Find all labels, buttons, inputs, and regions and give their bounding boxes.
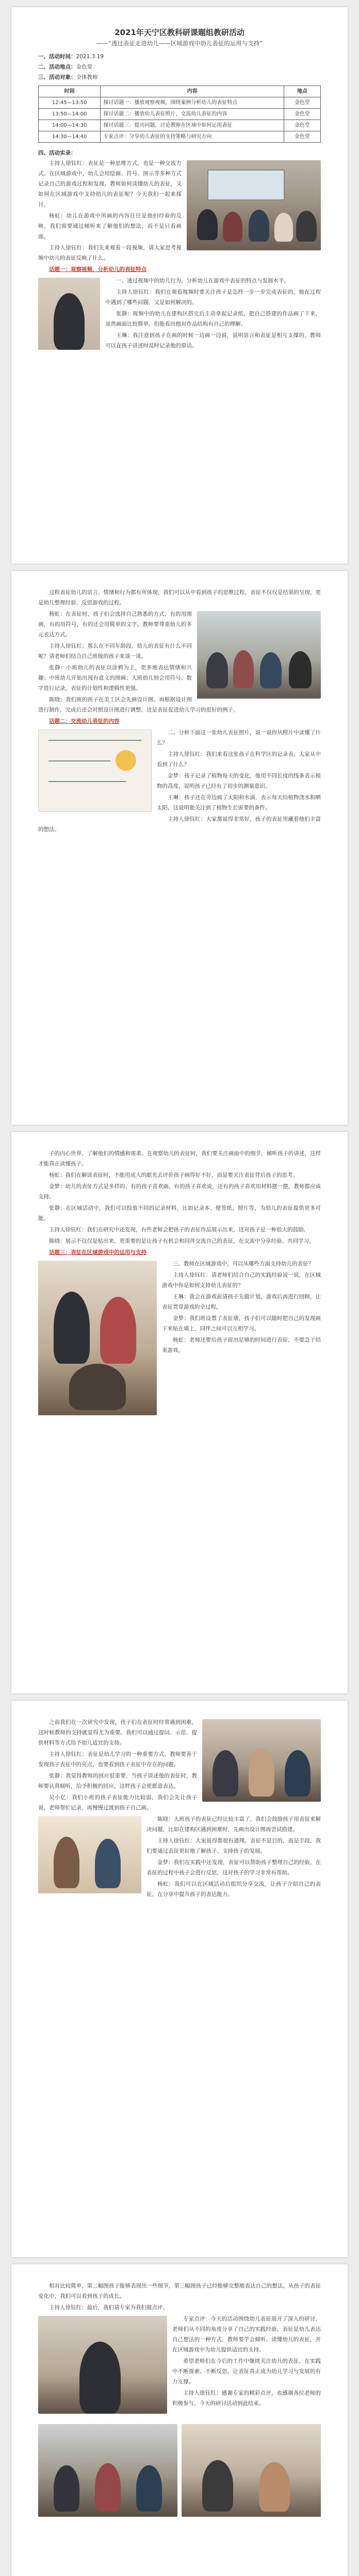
paragraph: 主持人徐钰红：大家说得都很有道理。表征不是目的，而是手段，我们要通过表征更好地了解孩子、支持孩子的发展。 [146, 1838, 321, 1854]
paragraph: 主持人徐钰红：大家都说得非常好，孩子的表征里藏着他们丰富的想法。 [38, 816, 321, 833]
document-title: 2021年天宁区教科研课题组教研活动 [115, 28, 244, 37]
paragraph: 一、透过视频中的幼儿行为，分析幼儿在游戏中表征的特点与发展水平。 [116, 278, 289, 284]
table-row [39, 131, 321, 143]
paragraph: 金梦：孩子记录了植物每天的变化，他用不同长度的线条表示植物的高度，说明孩子已经有了初步的测量意识。 [157, 773, 321, 789]
topic-heading-2: 话题二：交流幼儿表征的内容 [49, 718, 120, 724]
paragraph: 主持人徐钰红：最后，我们请专家为我们做点评。 [49, 2304, 168, 2311]
table-cell: 探讨话题三：提出问题，讨论教师在区域中如何运用表征 [101, 120, 284, 131]
process-label: 四、活动实录： [38, 150, 76, 156]
paragraph: 张静：小班幼儿的表征以涂鸦为主，更多地表达情绪和兴趣；中班幼儿开始出现有意义的图画；大班幼儿则会用符号、数字进行记录，表征的计划性和逻辑性更强。 [38, 665, 192, 691]
paragraph: 主持人徐钰红：我们在研究中还发现，有些老师会把孩子的表征作品展示出来，这对孩子是一种很大的鼓励。 [49, 1227, 309, 1233]
document-page-3 [11, 1132, 348, 1693]
expert-photo [38, 2316, 167, 2414]
closing-photo-row [38, 2424, 321, 2517]
activity-people: 三、活动对象：全体教师 [38, 74, 98, 80]
paragraph: 主持人徐钰红：我们在观看视频时要关注孩子是怎样一步一步完成表征的，他在过程中遇到了哪些问题，又是如何解决的。 [105, 289, 321, 306]
activity-time: 一、活动时间：2021.3.19 [38, 54, 104, 60]
paragraph: 主持人徐钰红：请老师们结合自己的实践经验说一说，在区域游戏中你是如何支持幼儿表征的？ [162, 1272, 321, 1289]
table-row [39, 120, 321, 131]
paragraph: 王琳：孩子还在旁边画了太阳和水滴，表示每天给植物浇水和晒太阳，这说明他关注到了植物生长需要的条件。 [157, 794, 321, 811]
paragraph: 张静：在区域活动中，我们可以投放不同的记录材料，比如记录本、便签纸、照片等，为幼儿的表征提供更多可能。 [38, 1205, 321, 1222]
paragraph: 金梦：我们班设置了表征墙，孩子们可以随时把自己的发现画下来贴在墙上，同伴之间可以互相学习。 [162, 1315, 321, 1332]
paragraph: 张静：我觉得教师的回应很重要，当孩子讲述他的表征时，教师要认真倾听，给予积极的回应，这样孩子会更愿意表达。 [38, 1773, 197, 1789]
paragraph: 陈晓：展示不仅仅是贴出来，更重要的是让孩子有机会和同伴交流自己的表征，在交流中分享经验、共同学习。 [49, 1238, 315, 1244]
closing-photo-right [182, 2424, 321, 2517]
paragraph: 杨虹：我们在解读表征时，不能用成人的眼光去评价孩子画得好不好，而是要关注表征背后孩子的思考。 [49, 1172, 298, 1178]
table-cell: 探讨话题一：播放观察视频，围绕案例分析幼儿的表征特点 [101, 97, 284, 109]
paragraph: 专家点评：今天的活动围绕幼儿表征展开了深入的研讨，老师们从不同的角度分享了自己的实践经验。表征是幼儿表达自己想法的一种方式，教师要学会倾听、读懂幼儿的表征，并在区域游戏中为幼儿提供适宜的支持。 [172, 2316, 321, 2353]
table-cell: 探讨话题二：播放幼儿表征照片，交流幼儿表征的内容 [101, 109, 284, 120]
paragraph: 陈晓：我们班的孩子在美工区会先画设计图，再根据设计图进行制作，完成后还会对照设计图进行调整，这是表征促进幼儿学习的很好的例子。 [38, 697, 239, 713]
agenda-table [38, 86, 321, 143]
table-cell: 14:30—14:40 [39, 131, 101, 143]
paragraph: 过程表征幼儿的语言、情绪和行为都有所体现，我们可以从中看到孩子的思维过程。表征不仅仅是结果的呈现，更是幼儿整理经验、反思游戏的过程。 [38, 589, 321, 606]
paragraph: 杨虹：老师还要给孩子留出足够的时间进行表征，不要急于结束游戏。 [162, 1337, 321, 1353]
paragraph: 王琳：我会在游戏前请孩子先做计划，游戏后再进行回顾，让表征贯穿游戏的全过程。 [162, 1294, 321, 1310]
document-page-1 [11, 7, 348, 564]
paragraph: 三、教师在区域游戏中，可以从哪些方面支持幼儿的表征？ [173, 1261, 314, 1267]
group-photo [197, 611, 321, 699]
paragraph: 主持人徐钰红：表征是一种思维方式，也是一种交流方式。在区域游戏中，幼儿会用绘画、符号、图示等多种方式记录自己的游戏过程和发现。教师如何读懂幼儿的表征，又如何在区域游戏中支持幼儿的表征呢？今天我们一起来探讨。 [38, 160, 182, 208]
paragraph: 之前我们在一次研究中发现，孩子们在表征时经常遇到困难，这时候教师的支持就显得尤为重要。我们可以通过提问、示范、提供材料等方式给予幼儿适宜的支持。 [38, 1719, 197, 1746]
table-cell: 金色堂 [284, 97, 320, 109]
agenda-header: 地点 [284, 86, 320, 97]
topic-heading-1: 话题一：观察视频，分析幼儿的表征特点 [49, 266, 146, 273]
paragraph: 主持人徐钰红：表征是幼儿学习的一种重要方式，教师要善于发现孩子表征中的亮点，也要看到孩子表征中存在的问题。 [38, 1751, 197, 1768]
meeting-photo [187, 160, 321, 250]
paragraph: 杨虹：幼儿在游戏中所画的内容往往是他们经验的反映，我们需要通过倾听来了解他们的想法，而不是只看画面。 [38, 213, 182, 240]
session-photo [202, 1719, 321, 1802]
table-cell: 金色堂 [284, 109, 320, 120]
teacher-photo [38, 278, 100, 350]
table-cell: 金色堂 [284, 131, 320, 143]
paragraph: 主持人徐钰红：我们来看这张孩子在科学区的记录表，大家从中看到了什么？ [157, 751, 321, 768]
representation-sheet-photo [38, 730, 152, 812]
agenda-header-row [39, 86, 321, 97]
paragraph: 子的内心世界，了解他们的情感和需求。在观察幼儿的表征时，我们要关注画面中的细节，倾听孩子的讲述，这样才能真正读懂孩子。 [38, 1150, 321, 1167]
table-cell: 12:45—13:50 [39, 97, 101, 109]
paragraph: 主持人徐钰红：感谢专家的精彩点评，也感谢各位老师的积极参与，今天的研讨活动到此结束。 [172, 2390, 321, 2406]
paragraph: 张静：视频中的幼儿在建构区搭完后主动拿起记录纸，把自己搭建的作品画了下来，虽然画面比较简单，但能看出他对作品结构有自己的理解。 [105, 311, 321, 327]
paragraph: 二、分析下面这一张幼儿表征照片，说一说你从照片中读懂了什么？ [157, 730, 321, 746]
paragraph: 吴小亿：我们小班的孩子表征能力比较弱，我们会先让孩子说，老师帮忙记录，再慢慢过渡到孩子自己画。 [38, 1794, 197, 1811]
document-page-2 [11, 571, 348, 1125]
agenda-header: 时间 [39, 86, 101, 97]
children-photo [38, 1816, 141, 1893]
discussion-photo [38, 1261, 157, 1415]
document-page-4 [11, 1701, 348, 2257]
paragraph: 杨虹：我们可以在区域活动后组织分享交流，让孩子介绍自己的表征，在分享中提升孩子的表达能力。 [146, 1881, 321, 1897]
table-row [39, 97, 321, 109]
activity-place: 二、活动地点：金色堂 [38, 64, 92, 70]
table-row [39, 109, 321, 120]
paragraph: 陈晓：大班孩子的表征已经比较丰富了，我们会鼓励孩子用表征来解决问题，比如在建构区遇到困难时，先画出设计图再尝试搭建。 [146, 1816, 321, 1833]
paragraph: 主持人徐钰红：那么在不同年龄段，幼儿的表征有什么不同呢？请老师们结合自己班级的孩子来谈一谈。 [38, 643, 192, 659]
paragraph: 希望老师们在今后的工作中继续关注幼儿的表征，在实践中不断探索、不断反思，让表征真正成为幼儿学习与发展的有力支撑。 [172, 2358, 321, 2385]
paragraph: 相对比较简单，第二幅图孩子能够表现出一些细节，第三幅图孩子已经能够完整地表达自己的想法。从孩子的表征变化中，我们可以看到孩子的成长。 [38, 2283, 321, 2299]
topic-heading-3: 话题三：表征在区域游戏中的运用与支持 [49, 1249, 146, 1256]
table-cell: 专家点评：分享幼儿表征的支持策略与研究方向 [101, 131, 284, 143]
paragraph: 主持人徐钰红：我们先来观看一段视频，请大家思考视频中幼儿的表征反映了什么。 [38, 245, 182, 261]
paragraph: 金梦：我们在实践中还发现，表征可以帮助孩子整理自己的经验，在表征的过程中孩子会进行反思，这对孩子的学习非常有帮助。 [146, 1859, 321, 1876]
closing-photo-left [38, 2424, 177, 2517]
table-cell: 13:50—14:00 [39, 109, 101, 120]
paragraph: 杨虹：在表征时，孩子们会选择自己熟悉的方式，有的用图画，有的用符号，有的还会用简单的文字。教师要尊重幼儿的多元表达方式。 [38, 611, 192, 638]
agenda-header: 内容 [101, 86, 284, 97]
document-subtitle: ——“透过表征走进幼儿——区域游戏中幼儿表征的运用与支持” [96, 40, 263, 47]
paragraph: 王琳：我注意到孩子在画的时候一边画一边说，说明语言和表征是相互支撑的，教师可以在孩子讲述时及时记录他的原话。 [105, 332, 321, 349]
table-cell: 金色堂 [284, 120, 320, 131]
paragraph: 金梦：幼儿的表征方式是多样的，有的孩子喜欢画，有的孩子喜欢说，还有的孩子喜欢用材料摆一摆，教师都应该支持。 [38, 1183, 321, 1200]
table-cell: 14:00—14:30 [39, 120, 101, 131]
document-page-5 [11, 2264, 348, 2576]
